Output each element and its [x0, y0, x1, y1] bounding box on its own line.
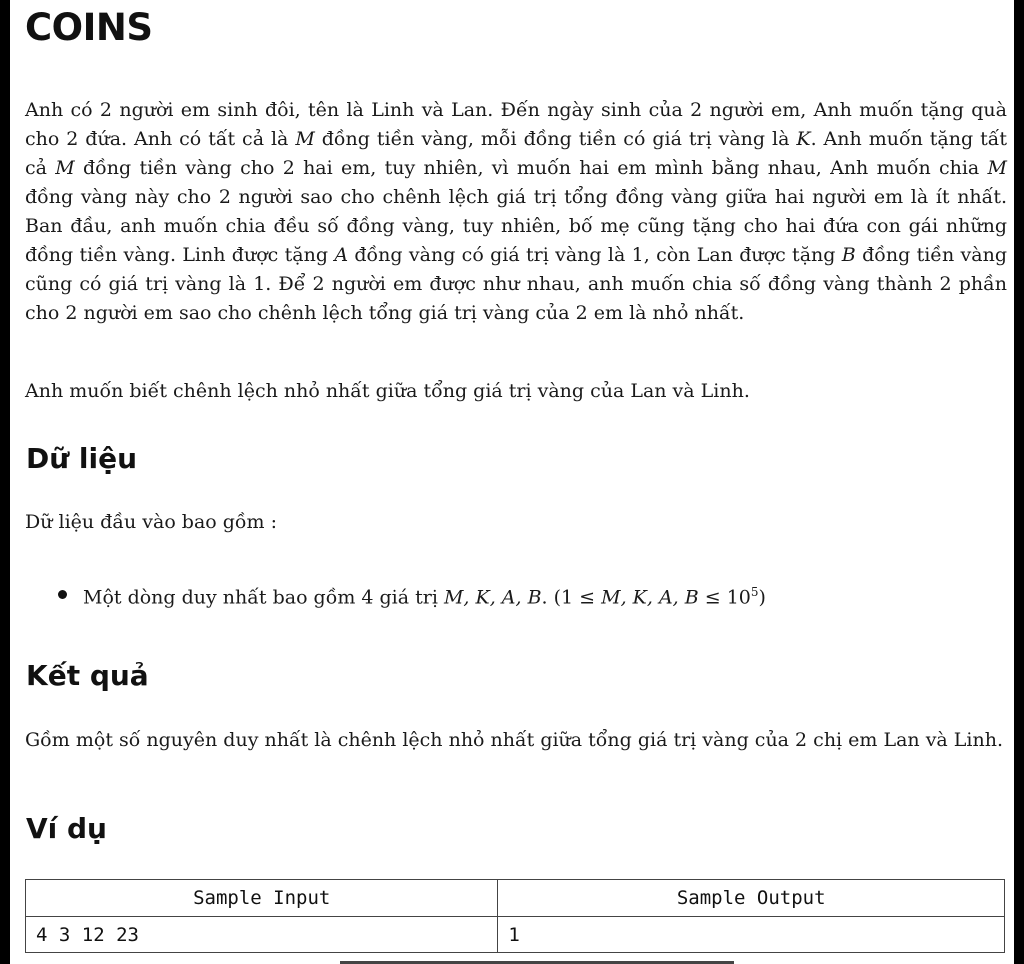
statement-text: đồng tiền vàng cho 2 hai em, tuy nhiên, vì muốn hai em mình bằng nhau, Anh muốn chia [74, 157, 988, 179]
bullet-vars: M, K, A, B [443, 586, 542, 609]
statement-text: . Anh muốn tặng tất cả [25, 128, 1007, 179]
bullet-label: Một dòng duy nhất bao gồm 4 giá trị [83, 586, 444, 609]
sample-output-header: Sample Output [498, 880, 1005, 917]
input-heading: Dữ liệu [26, 442, 138, 475]
var-m: M [295, 128, 315, 150]
sample-table [25, 879, 1005, 953]
table-header-row [26, 880, 1005, 917]
var-m: M [987, 157, 1007, 179]
output-text: Gồm một số nguyên duy nhất là chênh lệch nhỏ nhất giữa tổng giá trị vàng của 2 chị em Lan và Linh. [25, 729, 1003, 751]
bullet-constraint-bound: ≤ 10 [698, 586, 751, 609]
problem-page [10, 0, 1014, 964]
statement-text: đồng tiền vàng, mỗi đồng tiền có giá trị vàng là [314, 128, 797, 150]
sample-input-header: Sample Input [26, 880, 498, 917]
var-m: M [55, 157, 75, 179]
output-heading: Kết quả [26, 659, 149, 692]
statement-text: đồng tiền vàng cũng có giá trị vàng là 1. Để 2 người em được như nhau, anh muốn chia số đồng vàng thành 2 phần cho 2 người em sao cho chênh lệch tổng giá trị vàng của 2 em là nhỏ nhất. [25, 244, 1008, 324]
var-k: K [796, 128, 811, 150]
var-b: B [841, 244, 856, 266]
statement-paragraph [25, 96, 1007, 328]
input-intro: Dữ liệu đầu vào bao gồm : [25, 511, 278, 533]
page-title: COINS [25, 6, 153, 49]
statement-text: đồng vàng này cho 2 người sao cho chênh lệch giá trị tổng đồng vàng giữa hai người em là ít nhất. Ban đầu, anh muốn chia đều số đồng vàng, tuy nhiên, bố mẹ cũng tặng cho hai đứa con gái những đồng tiền vàng. Linh được tặng [25, 186, 1007, 266]
sample-output-cell: 1 [498, 917, 1005, 953]
bullet-vars: M, K, A, B [601, 586, 699, 609]
bullet-text [83, 578, 766, 612]
bullet-constraint-close: ) [758, 586, 766, 609]
sample-input-cell: 4 3 12 23 [26, 917, 498, 953]
statement-question: Anh muốn biết chênh lệch nhỏ nhất giữa tổng giá trị vàng của Lan và Linh. [25, 380, 750, 402]
table-row [26, 917, 1005, 953]
bullet-exponent: 5 [750, 585, 759, 599]
bullet-icon [58, 590, 67, 599]
statement-text: Anh có 2 người em sinh đôi, tên là Linh và Lan. Đến ngày sinh của 2 người em, Anh muốn tặng quà cho 2 đứa. Anh có tất cả là [25, 99, 1007, 150]
var-a: A [334, 244, 349, 266]
bullet-constraint-open: . (1 ≤ [541, 586, 602, 609]
statement-text: đồng vàng có giá trị vàng là 1, còn Lan được tặng [348, 244, 842, 266]
example-heading: Ví dụ [26, 812, 107, 845]
